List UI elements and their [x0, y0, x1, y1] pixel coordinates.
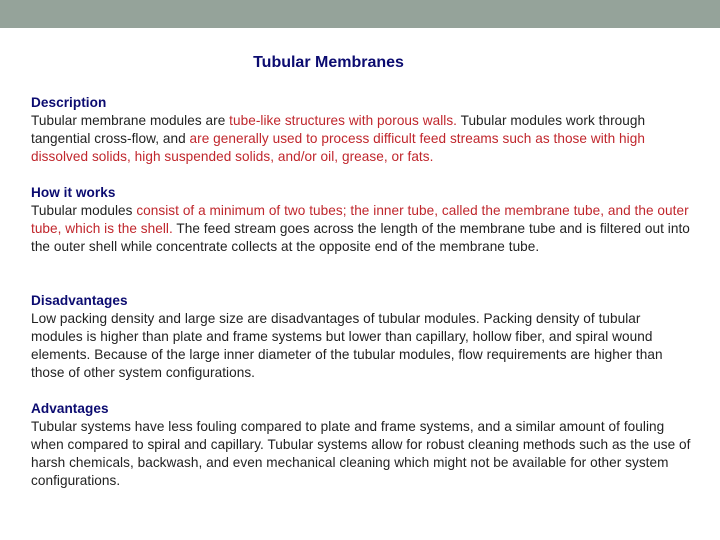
section-heading-disadvantages: Disadvantages [31, 293, 128, 308]
top-bar [0, 0, 720, 28]
section-heading-advantages: Advantages [31, 401, 109, 416]
body-run-highlight: are generally used to process difficult feed streams such as those with high dissolved solids, high suspended solids, and/or oil, grease, or fats. [31, 131, 645, 164]
section-body-how-it-works [31, 202, 693, 256]
slide-title: Tubular Membranes [253, 54, 404, 71]
body-run: Tubular systems have less fouling compared to plate and frame systems, and a similar amount of fouling when compared to spiral and capillary. Tubular systems allow for robust cleaning methods such as the use of harsh chemicals, backwash, and even mechanical cleaning which might not be available for other system configurations. [31, 419, 691, 488]
section-disadvantages [31, 292, 693, 382]
body-run: Tubular modules [31, 203, 137, 218]
section-heading-how-it-works: How it works [31, 185, 116, 200]
section-description [31, 94, 693, 166]
body-run-highlight: consist of a minimum of two tubes; the inner tube, called the membrane tube, and the outer tube, which is the shell. [31, 203, 689, 236]
section-body-disadvantages [31, 310, 693, 382]
section-how-it-works [31, 184, 693, 256]
section-body-description [31, 112, 693, 166]
body-run: Tubular membrane modules are [31, 113, 230, 128]
section-heading-description: Description [31, 95, 107, 110]
body-run: Low packing density and large size are disadvantages of tubular modules. Packing density of tubular modules is higher than plate and frame systems but lower than capillary, hollow fiber, and spiral wound elements. Because of the large inner diameter of the tubular modules, flow requirements are higher than those of other system configurations. [31, 311, 663, 380]
body-run-highlight: tube-like structures with porous walls. [229, 113, 458, 128]
section-body-advantages [31, 418, 693, 490]
body-run: The feed stream goes across the length of the membrane tube and is filtered out into the outer shell while concentrate collects at the opposite end of the membrane tube. [31, 221, 690, 254]
section-advantages [31, 400, 693, 490]
body-run: Tubular modules work through tangential cross-flow, and [31, 113, 646, 146]
